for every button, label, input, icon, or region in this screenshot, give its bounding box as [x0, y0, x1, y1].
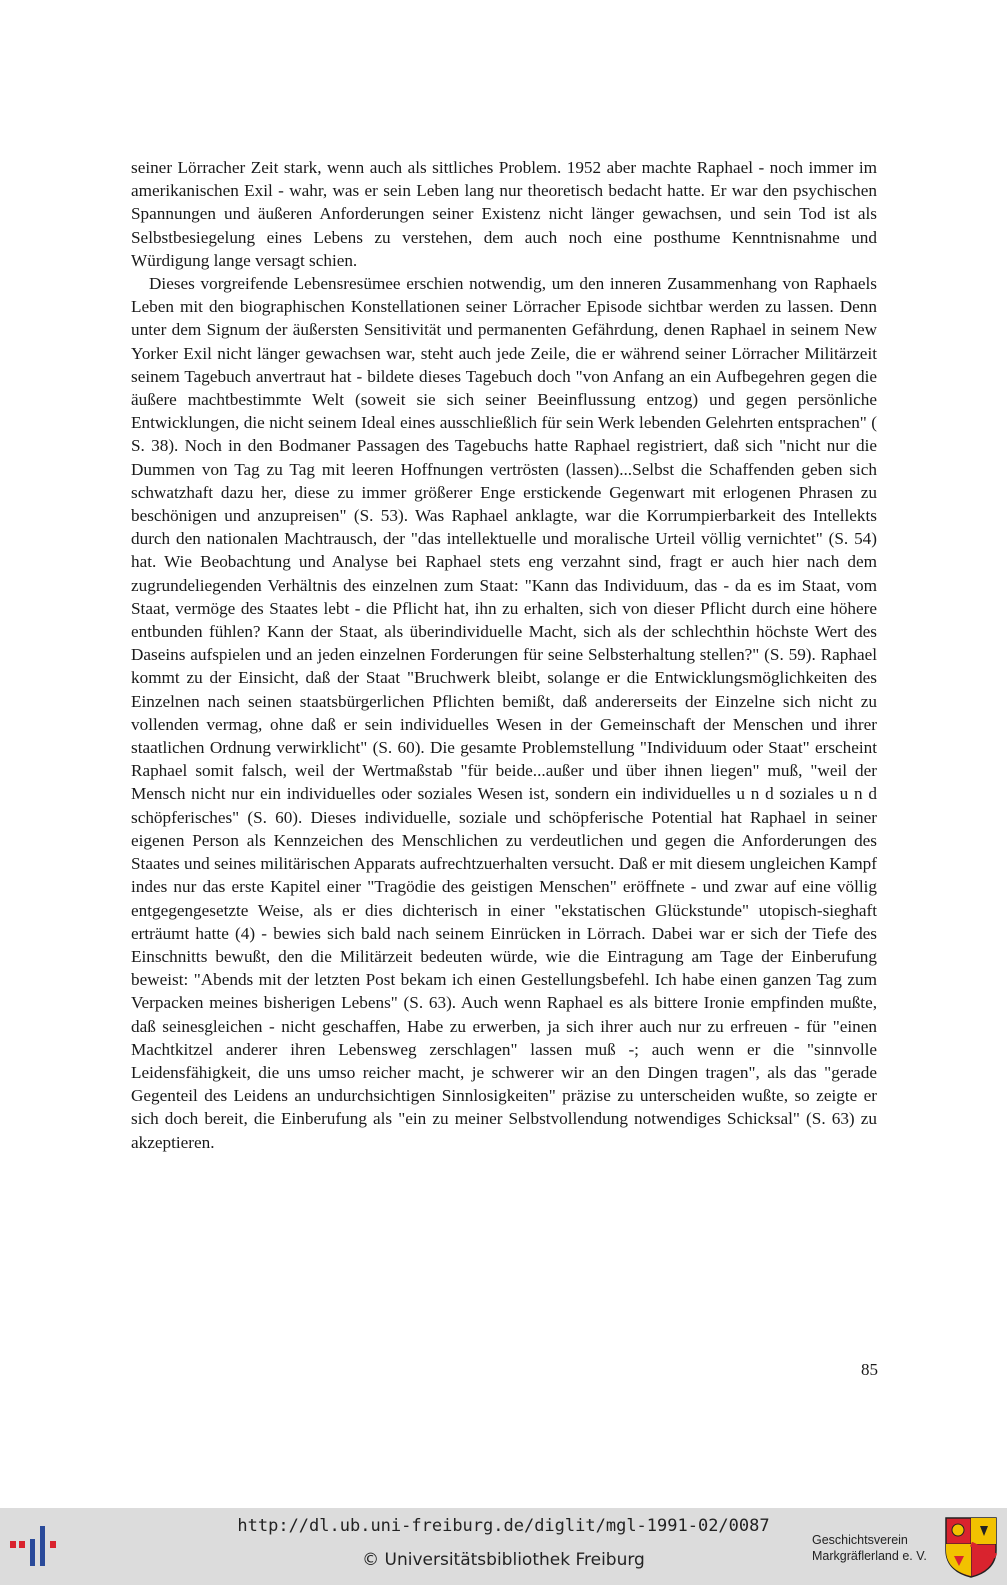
footer-url-link[interactable]: http://dl.ub.uni-freiburg.de/diglit/mgl-1991-02/0087: [237, 1516, 770, 1536]
footer-copyright: © Universitätsbibliothek Freiburg: [362, 1550, 645, 1570]
paragraph-1: seiner Lörracher Zeit stark, wenn auch als sittliches Problem. 1952 aber machte Raphael - noch immer im amerikanischen Exil - wahr, was er sein Leben lang nur theoretisch bedacht hatte. Er war den psychischen Spannungen und äußeren Anforderungen seiner Existenz nicht länger gewachsen, und sein Tod ist als Selbstbesiegelung eines Lebens zu verstehen, dem auch noch eine posthume Kenntnisnahme und Würdigung lange versagt schien.: [131, 158, 877, 270]
society-name: [812, 1532, 940, 1564]
page-text: [131, 156, 877, 1154]
coat-of-arms-icon: [944, 1516, 998, 1578]
society-line-1: Geschichtsverein: [812, 1533, 908, 1547]
page-number: 85: [861, 1360, 878, 1379]
footer-bar: [0, 1508, 1007, 1585]
society-line-2: Markgräflerland e. V.: [812, 1549, 927, 1563]
paragraph-2: Dieses vorgreifende Lebensresümee erschien notwendig, um den inneren Zusammenhang von Raphaels Leben mit den biographischen Konstellationen seiner Lörracher Episode sichtbar werden zu lassen. Denn unter dem Signum der äußersten Sensitivität und permanenten Gefährdung, denen Raphael in seinem New Yorker Exil nicht länger gewachsen war, steht auch jede Zeile, die er während seiner Lörracher Militärzeit seinem Tagebuch anvertraut hat - bildete dieses Tagebuch doch "von Anfang an ein Aufbegehren gegen die äußere machtbestimmte Welt (soweit sie sich seiner Beeinflussung entzog) und gegen persönliche Entwicklungen, die nicht seinem Ideal eines ausschließlich für sein Werk lebenden Gelehrten entsprachen" ( S. 38). Noch in den Bodmaner Passagen des Tagebuchs hatte Raphael registriert, daß sich "nicht nur die Dummen von Tag zu Tag mit leeren Hoffnungen vertrösten (lassen)...Selbst die Schaffenden geben sich schwatzhaft dazu her, diese zu immer größerer Enge erstickende Gegenwart mit erlogenen Phrasen zu beschönigen und anzupreisen" (S. 53). Was Raphael anklagte, war die Korrumpierbarkeit des Intellekts durch den nationalen Machtrausch, der "das intellektuelle und moralische Urteil völlig vernichtet" (S. 54) hat. Wie Beobachtung und Analyse bei Raphael stets eng verzahnt sind, fragt er auch hier nach dem zugrundeliegenden Verhältnis des einzelnen zum Staat: "Kann das Individuum, das - da es im Staat, vom Staat, vermöge des Staates lebt - die Pflicht hat, ihn zu erhalten, sich von dieser Pflicht durch eine höhere entbunden fühlen? Kann der Staat, als überindividuelle Macht, sich als der schlechthin höchste Wert des Daseins aufspielen und an jeden einzelnen Forderungen für seine Selbsterhaltung stellen?" (S. 59). Raphael kommt zu der Einsicht, daß der Staat "Bruchwerk bleibt, solange er die Entwicklungsmöglichkeiten des Einzelnen nach seinen staatsbürgerlichen Pflichten bemißt, daß andererseits der Einzelne sich nicht zu vollenden vermag, ohne daß er sein individuelles Wesen in der Gemeinschaft der Menschen und ihrer staatlichen Ordnung verwirklicht" (S. 60). Die gesamte Problemstellung "Individuum oder Staat" erscheint Raphael somit falsch, weil der Wertmaßstab "für beide...außer und über ihnen liegen" muß, "weil der Mensch nicht nur ein individuelles oder soziales Wesen ist, sondern ein individuelles u n d soziales u n d schöpferisches" (S. 60). Dieses individuelle, soziale und schöpferische Potential hat Raphael in seiner eigenen Person als Kennzeichen des Menschlichen zu verdeutlichen und gegen die Anforderungen des Staates und seines militärischen Apparats aufrechtzuerhalten versucht. Daß er mit diesem ungleichen Kampf indes nur das erste Kapitel einer "Tragödie des geistigen Menschen" eröffnete - und zwar auf eine völlig entgegengesetzte Weise, als er dies dichterisch in einer "ekstatischen Glückstunde" utopisch-sieghaft erträumt hatte (4) - bewies sich bald nach seinem Einrücken in Lörrach. Dabei war er sich der Tiefe des Einschnitts bewußt, den die Militärzeit bedeuten würde, wie die Eintragung am Tage der Einberufung beweist: "Abends mit der letzten Post bekam ich einen Gestellungsbefehl. Ich habe einen ganzen Tag zum Verpacken meines bisherigen Lebens" (S. 63). Auch wenn Raphael es als bittere Ironie empfinden mußte, daß seinesgleichen - nicht geschaffen, Habe zu erwerben, ja sich ihrer auch nur zu erfreuen - für "einen Machtkitzel anderer ihren Lebensweg zerschlagen" lassen muß -; auch wenn er die "sinnvolle Leidensfähigkeit, die uns umso reicher macht, je schwerer wir an den Dingen tragen", als das "gerade Gegenteil des Leidens an undurchsichtigen Sinnlosigkeiten" präzise zu unterscheiden wußte, so zeigte er sich doch bereit, die Einberufung als "ein zu meiner Selbstvollendung notwendiges Schicksal" (S. 63) zu akzeptieren.: [131, 274, 877, 1152]
